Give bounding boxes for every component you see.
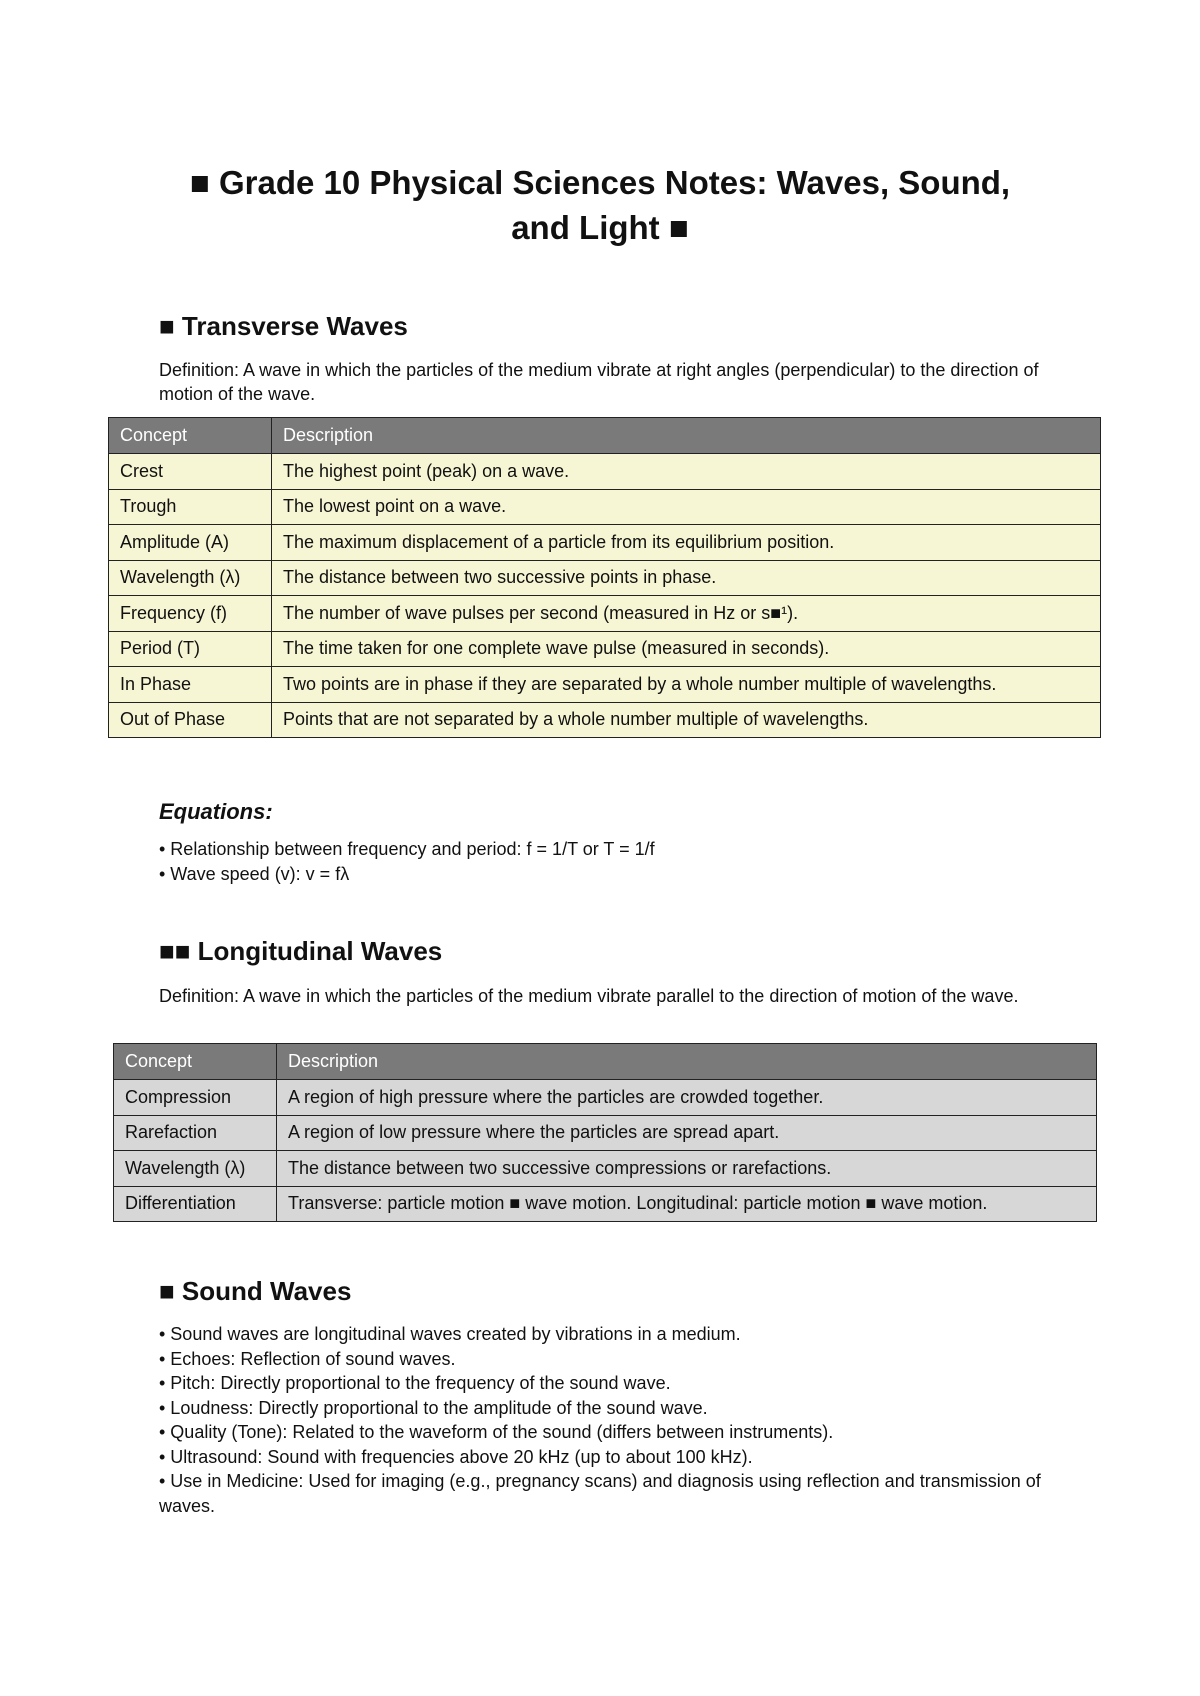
column-header-concept: Concept — [109, 418, 272, 454]
transverse-concepts-table — [108, 417, 1101, 738]
table-row — [114, 1151, 1097, 1187]
equations-heading: Equations: — [159, 799, 273, 824]
table-row — [109, 489, 1101, 525]
list-item: • Loudness: Directly proportional to the amplitude of the sound wave. — [159, 1397, 708, 1418]
list-item: • Wave speed (v): v = fλ — [159, 863, 350, 884]
column-header-description: Description — [277, 1044, 1097, 1080]
table-row — [109, 702, 1101, 738]
list-item: • Relationship between frequency and period: f = 1/T or T = 1/f — [159, 839, 655, 859]
description-cell: A region of low pressure where the particles are spread apart. — [277, 1115, 1097, 1151]
table-row — [114, 1115, 1097, 1151]
page-title: ■ Grade 10 Physical Sciences Notes: Waves, Sound, and Light ■ — [189, 164, 1011, 246]
description-cell: The time taken for one complete wave pulse (measured in seconds). — [272, 631, 1101, 667]
table-row — [109, 525, 1101, 561]
table-row — [114, 1080, 1097, 1116]
table-row — [109, 667, 1101, 703]
section-heading-longitudinal: ■■ Longitudinal Waves — [159, 936, 443, 966]
description-cell: The number of wave pulses per second (measured in Hz or s■¹). — [272, 596, 1101, 632]
concept-cell: Differentiation — [114, 1186, 277, 1222]
table-header-row — [114, 1044, 1097, 1080]
concept-cell: Rarefaction — [114, 1115, 277, 1151]
table-row — [114, 1186, 1097, 1222]
list-item: • Quality (Tone): Related to the waveform of the sound (differs between instruments). — [159, 1422, 834, 1442]
description-cell: A region of high pressure where the particles are crowded together. — [277, 1080, 1097, 1116]
sound-facts-list — [159, 1322, 1059, 1518]
description-cell: Transverse: particle motion ■ wave motion. Longitudinal: particle motion ■ wave motion. — [277, 1186, 1097, 1222]
description-cell: Two points are in phase if they are separated by a whole number multiple of wavelengths. — [272, 667, 1101, 703]
list-item: • Ultrasound: Sound with frequencies above 20 kHz (up to about 100 kHz). — [159, 1446, 753, 1467]
table-row — [109, 560, 1101, 596]
section-heading-sound: ■ Sound Waves — [159, 1276, 352, 1306]
description-cell: The highest point (peak) on a wave. — [272, 454, 1101, 490]
description-cell: The lowest point on a wave. — [272, 489, 1101, 525]
longitudinal-concepts-table — [113, 1043, 1097, 1222]
concept-cell: Wavelength (λ) — [114, 1151, 277, 1187]
transverse-definition: Definition: A wave in which the particles of the medium vibrate at right angles (perpendicular) to the direction of motion of the wave. — [159, 360, 1039, 404]
column-header-concept: Concept — [114, 1044, 277, 1080]
concept-cell: Compression — [114, 1080, 277, 1116]
section-heading-transverse: ■ Transverse Waves — [159, 311, 408, 341]
table-header-row — [109, 418, 1101, 454]
concept-cell: Frequency (f) — [109, 596, 272, 632]
table-row — [109, 596, 1101, 632]
list-item: • Use in Medicine: Used for imaging (e.g., pregnancy scans) and diagnosis using reflection and transmission of waves. — [159, 1471, 1041, 1516]
longitudinal-definition: Definition: A wave in which the particles of the medium vibrate parallel to the direction of motion of the wave. — [159, 986, 1019, 1006]
description-cell: The distance between two successive points in phase. — [272, 560, 1101, 596]
description-cell: The distance between two successive compressions or rarefactions. — [277, 1151, 1097, 1187]
concept-cell: Wavelength (λ) — [109, 560, 272, 596]
concept-cell: Amplitude (A) — [109, 525, 272, 561]
table-row — [109, 631, 1101, 667]
description-cell: The maximum displacement of a particle from its equilibrium position. — [272, 525, 1101, 561]
table-row — [109, 454, 1101, 490]
list-item: • Echoes: Reflection of sound waves. — [159, 1348, 456, 1369]
concept-cell: Period (T) — [109, 631, 272, 667]
description-cell: Points that are not separated by a whole number multiple of wavelengths. — [272, 702, 1101, 738]
concept-cell: Out of Phase — [109, 702, 272, 738]
list-item: • Sound waves are longitudinal waves created by vibrations in a medium. — [159, 1324, 741, 1344]
concept-cell: Trough — [109, 489, 272, 525]
equations-list — [159, 837, 1059, 886]
column-header-description: Description — [272, 418, 1101, 454]
concept-cell: Crest — [109, 454, 272, 490]
list-item: • Pitch: Directly proportional to the frequency of the sound wave. — [159, 1373, 671, 1393]
concept-cell: In Phase — [109, 667, 272, 703]
